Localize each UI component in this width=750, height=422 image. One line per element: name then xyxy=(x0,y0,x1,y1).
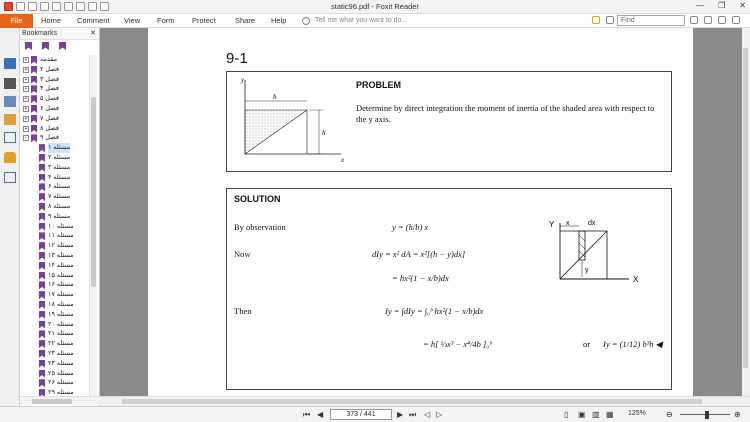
window-controls xyxy=(696,1,746,10)
bookmark-icon xyxy=(31,95,37,103)
sketch-hyp xyxy=(560,231,607,279)
tab-protect[interactable]: Protect xyxy=(192,16,216,25)
bookmark-icon xyxy=(39,321,45,329)
bookmarks-hscrollbar[interactable] xyxy=(20,396,100,405)
solution-sketch xyxy=(547,217,647,287)
bookmark-icon xyxy=(39,301,45,309)
fig-label-b: b xyxy=(273,93,277,101)
bookmark-label: فصل ۸ xyxy=(40,124,59,132)
problem-heading: PROBLEM xyxy=(356,80,401,90)
bookmark-label: مسئله ۲۲ xyxy=(48,340,74,348)
bookmark-chapter[interactable] xyxy=(20,55,89,65)
bookmark-problem[interactable] xyxy=(20,173,89,183)
bookmark-label: فصل ۴ xyxy=(40,85,59,93)
comments-icon[interactable] xyxy=(4,114,16,125)
expand-icon[interactable]: + xyxy=(24,66,28,73)
zoom-slider-knob[interactable] xyxy=(705,411,709,419)
bookmark-label: فصل ۲ xyxy=(40,65,59,73)
bookmarks-scrollbar[interactable] xyxy=(89,55,97,404)
close-panel-icon[interactable]: ✕ xyxy=(90,30,96,37)
bookmark-chapter[interactable] xyxy=(20,75,89,85)
bookmark-problem[interactable] xyxy=(20,349,89,359)
bookmark-icon xyxy=(31,134,37,142)
bookmark-chapter[interactable] xyxy=(20,133,89,143)
bookmark-problem[interactable] xyxy=(20,261,89,271)
equation-4: Iy = ∫dIy = ∫₀ᵇ hx²(1 − x/b)dx xyxy=(385,306,484,316)
bookmark-problem[interactable] xyxy=(20,222,89,232)
bookmark-chapter[interactable] xyxy=(20,94,89,104)
bookmark-problem[interactable] xyxy=(20,378,89,388)
bookmark-icon xyxy=(39,262,45,270)
bookmark-label: مسئله ۱۶ xyxy=(48,281,74,289)
bookmark-icon xyxy=(39,370,45,378)
next-view-icon[interactable]: ▷ xyxy=(436,410,443,419)
title-bar xyxy=(0,0,750,14)
new-bookmark-icon[interactable] xyxy=(25,42,32,50)
tab-file[interactable]: File xyxy=(0,14,33,28)
bookmark-label: مسئله ۱۴ xyxy=(48,261,74,269)
bookmark-icon xyxy=(31,85,37,93)
sketch-strip xyxy=(579,231,585,260)
bookmark-problem[interactable] xyxy=(20,182,89,192)
bookmark-label: مسئله ۷ xyxy=(48,193,71,201)
bookmark-problem[interactable] xyxy=(20,192,89,202)
bookmark-label: مقدمه xyxy=(40,56,58,63)
bookmarks-panel xyxy=(20,28,100,406)
strip-hatch-1 xyxy=(579,235,585,241)
bookmark-icon xyxy=(39,213,45,221)
bookmark-icon xyxy=(31,56,37,64)
bookmark-tools xyxy=(20,40,99,52)
or-label: or xyxy=(583,339,591,349)
document-hscrollbar[interactable] xyxy=(100,396,750,406)
equation-2: dIy = x² dA = x²[(h − y)dx] xyxy=(372,249,466,259)
bookmark-icon xyxy=(39,272,45,280)
bookmark-label: مسئله ۱۱ xyxy=(48,232,74,240)
page-number-input[interactable]: 373 / 441 xyxy=(330,409,392,420)
result-equation: Iy = (1/12) b³h ◀ xyxy=(603,339,663,349)
bookmark-chapter[interactable] xyxy=(20,114,89,124)
settings-icon[interactable] xyxy=(704,16,712,24)
next-page-icon[interactable]: ▶ xyxy=(397,410,404,419)
bookmark-icon xyxy=(39,144,45,152)
facing-icon[interactable]: ▥ xyxy=(592,410,600,419)
bookmark-chapter[interactable] xyxy=(20,65,89,75)
solution-heading: SOLUTION xyxy=(234,194,281,204)
bookmark-problem[interactable] xyxy=(20,300,89,310)
bookmark-icon xyxy=(39,154,45,162)
tab-comment[interactable]: Comment xyxy=(77,16,110,25)
bookmark-label: مسئله ۸ xyxy=(48,202,71,210)
last-page-icon[interactable]: ⏭ xyxy=(409,410,417,419)
prev-view-icon[interactable]: ◁ xyxy=(424,410,431,419)
bookmark-label: فصل ۳ xyxy=(40,75,59,83)
bookmark-label: مسئله ۲۵ xyxy=(48,369,74,377)
pages-icon[interactable] xyxy=(4,58,16,69)
continuous-icon[interactable]: ▣ xyxy=(578,410,586,419)
problem-figure xyxy=(231,74,351,169)
single-page-icon[interactable]: ▯ xyxy=(564,410,569,419)
bookmark-label: مسئله ۲۳ xyxy=(48,349,74,357)
bookmark-icon xyxy=(39,174,45,182)
bookmark-problem[interactable] xyxy=(20,163,89,173)
bookmark-label: مسئله ۱۸ xyxy=(48,300,74,308)
expand-icon[interactable]: + xyxy=(24,105,28,112)
equation-5: = h[ ⅓x³ − x⁴/4b ]₀ᵇ xyxy=(423,339,492,349)
pdf-page xyxy=(148,28,693,396)
navigation-pane-strip xyxy=(0,28,20,406)
bookmark-icon xyxy=(31,105,37,113)
bookmark-label: فصل ۶ xyxy=(40,104,59,112)
bookmark-icon xyxy=(39,340,45,348)
bookmark-label: مسئله ۲۶ xyxy=(48,379,74,387)
problem-box xyxy=(226,71,672,172)
now-label: Now xyxy=(234,249,251,259)
bookmarks-header xyxy=(20,28,99,40)
expand-icon[interactable]: + xyxy=(24,115,28,122)
bookmark-icon xyxy=(39,203,45,211)
bookmark-label: مسئله ۱۲ xyxy=(48,242,74,250)
bookmark-problem[interactable] xyxy=(20,280,89,290)
zoom-out-icon[interactable]: ⊖ xyxy=(666,410,673,419)
bookmark-problem[interactable] xyxy=(20,369,89,379)
bookmark-problem[interactable] xyxy=(20,241,89,251)
bookmark-label: مسئله ۲۴ xyxy=(48,359,74,367)
security-icon[interactable] xyxy=(4,152,16,163)
bookmark-icon xyxy=(39,183,45,191)
bookmark-icon xyxy=(39,164,45,172)
bookmark-label: مسئله ۳ xyxy=(48,163,71,171)
fig-label-y: y xyxy=(241,76,245,84)
ribbon-tabs xyxy=(0,14,750,28)
bookmark-label: مسئله ۱۰ xyxy=(48,222,74,230)
gear-icon[interactable] xyxy=(732,16,740,24)
tab-view[interactable]: View xyxy=(124,16,141,25)
page-label: 9-1 xyxy=(226,50,248,67)
bookmarks-icon[interactable] xyxy=(4,96,16,107)
search-icon[interactable] xyxy=(690,16,698,24)
bookmark-options-icon[interactable] xyxy=(59,42,66,50)
bookmark-problem[interactable] xyxy=(20,202,89,212)
bookmark-problem[interactable] xyxy=(20,359,89,369)
collapse-icon[interactable] xyxy=(718,16,726,24)
bookmark-label: مسئله ۹ xyxy=(48,212,71,220)
expand-icon[interactable]: + xyxy=(24,57,28,63)
equation-1: y = (h/b) x xyxy=(392,222,429,232)
bookmark-icon xyxy=(39,242,45,250)
bookmark-problem[interactable] xyxy=(20,339,89,349)
solution-box xyxy=(226,188,672,390)
minimize-icon[interactable]: — xyxy=(696,1,705,10)
document-vscrollbar[interactable] xyxy=(742,28,750,396)
bookmark-icon xyxy=(39,350,45,358)
bookmark-problem[interactable] xyxy=(20,290,89,300)
close-icon[interactable]: ✕ xyxy=(739,1,746,10)
shaded-area xyxy=(245,110,307,154)
expand-icon[interactable]: + xyxy=(24,86,28,93)
tab-help[interactable]: Help xyxy=(271,16,287,25)
bookmark-tree xyxy=(20,55,89,404)
problem-text: Determine by direct integration the moment of inertia of the shaded area with respect to the y axis. xyxy=(356,103,655,124)
document-viewer[interactable] xyxy=(100,28,742,396)
bookmark-label: مسئله ۲۱ xyxy=(48,330,74,338)
bookmark-icon xyxy=(39,330,45,338)
bookmark-icon xyxy=(39,223,45,231)
then-label: Then xyxy=(234,306,252,316)
tab-home[interactable]: Home xyxy=(41,16,62,25)
bookmark-label: مسئله ۱۷ xyxy=(48,291,74,299)
hscroll-thumb[interactable] xyxy=(32,399,72,404)
bookmark-label: مسئله ۲ xyxy=(48,153,71,161)
bookmark-icon xyxy=(39,360,45,368)
sketch-label-dx: dx xyxy=(588,220,596,227)
bookmark-problem[interactable] xyxy=(20,271,89,281)
bookmark-problem[interactable] xyxy=(20,329,89,339)
bookmark-icon xyxy=(39,252,45,260)
bookmark-label: مسئله ۱۳ xyxy=(48,251,74,259)
bookmark-icon xyxy=(31,125,37,133)
bookmark-icon xyxy=(39,232,45,240)
ribbon-right-icons xyxy=(592,16,614,24)
bookmark-problem[interactable] xyxy=(20,212,89,222)
lock-icon[interactable] xyxy=(606,16,614,24)
bookmark-icon xyxy=(31,66,37,74)
bookmark-chapter[interactable] xyxy=(20,104,89,114)
bookmark-icon xyxy=(39,311,45,319)
bookmark-label: مسئله ۲۹ xyxy=(48,389,74,397)
bookmark-label: فصل ۵ xyxy=(40,95,59,103)
bookmark-problem[interactable] xyxy=(20,310,89,320)
tab-share[interactable]: Share xyxy=(235,16,256,25)
bookmark-icon xyxy=(31,115,37,123)
bookmark-label: مسئله ۶ xyxy=(48,183,71,191)
bookmark-label: مسئله ۱ xyxy=(48,144,71,152)
prev-page-icon[interactable]: ◀ xyxy=(317,410,324,419)
find-tools xyxy=(690,16,740,24)
bookmark-icon xyxy=(39,291,45,299)
first-page-icon[interactable]: ⏮ xyxy=(303,410,311,419)
cont-facing-icon[interactable]: ▦ xyxy=(606,410,614,419)
sketch-label-x-axis: X xyxy=(633,275,639,284)
bookmark-label: مسئله ۱۵ xyxy=(48,271,74,279)
bookmark-label: فصل ۹ xyxy=(40,134,59,142)
bookmark-icon xyxy=(31,76,37,84)
layers-icon[interactable] xyxy=(4,78,16,89)
expand-icon[interactable]: + xyxy=(24,96,28,103)
smile-icon[interactable] xyxy=(592,16,600,24)
sketch-label-y-dim: y xyxy=(585,267,589,274)
by-observation-label: By observation xyxy=(234,222,286,232)
scroll-thumb[interactable] xyxy=(91,97,96,287)
bookmark-problem[interactable] xyxy=(20,143,89,153)
signature-icon[interactable] xyxy=(4,172,16,183)
bookmarks-title: Bookmarks xyxy=(22,30,58,37)
bookmark-problem[interactable] xyxy=(20,251,89,261)
tell-me-input[interactable]: Tell me what you want to do... xyxy=(315,17,408,24)
bookmark-label: مسئله ۲۰ xyxy=(48,320,74,328)
bookmark-icon xyxy=(39,379,45,387)
status-bar xyxy=(0,406,750,422)
vscroll-thumb[interactable] xyxy=(743,48,748,368)
strip-hatch-2 xyxy=(579,243,585,249)
attachments-icon[interactable] xyxy=(4,132,16,143)
equation-3: = hx²(1 − x/b)dx xyxy=(392,273,449,283)
fig-label-x: x xyxy=(341,156,345,164)
expand-icon[interactable]: + xyxy=(24,125,28,132)
expand-icon[interactable]: + xyxy=(24,76,28,83)
expand-bookmark-icon[interactable] xyxy=(42,42,49,50)
bookmark-label: مسئله ۴ xyxy=(48,173,71,181)
bookmark-problem[interactable] xyxy=(20,231,89,241)
window-title: static96.pdf - Foxit Reader xyxy=(331,2,419,11)
bookmark-chapter[interactable] xyxy=(20,84,89,94)
zoom-level[interactable]: 125% xyxy=(628,410,646,417)
fig-label-h: h xyxy=(322,129,326,137)
bookmark-problem[interactable] xyxy=(20,153,89,163)
bookmark-icon xyxy=(39,193,45,201)
find-input[interactable]: Find xyxy=(617,15,685,26)
bookmark-icon xyxy=(39,281,45,289)
bookmark-label: فصل ۷ xyxy=(40,114,59,122)
sketch-label-y: Y xyxy=(549,220,555,229)
maximize-icon[interactable]: ❐ xyxy=(718,1,726,10)
collapse-icon[interactable]: − xyxy=(24,135,28,142)
bookmark-label: مسئله ۱۹ xyxy=(48,310,74,318)
sketch-label-x: x xyxy=(566,220,570,227)
bookmark-problem[interactable] xyxy=(20,320,89,330)
bookmark-chapter[interactable] xyxy=(20,124,89,134)
doc-hscroll-thumb[interactable] xyxy=(122,399,702,404)
zoom-in-icon[interactable]: ⊕ xyxy=(734,410,741,419)
lightbulb-icon xyxy=(302,17,310,25)
tab-form[interactable]: Form xyxy=(157,16,175,25)
